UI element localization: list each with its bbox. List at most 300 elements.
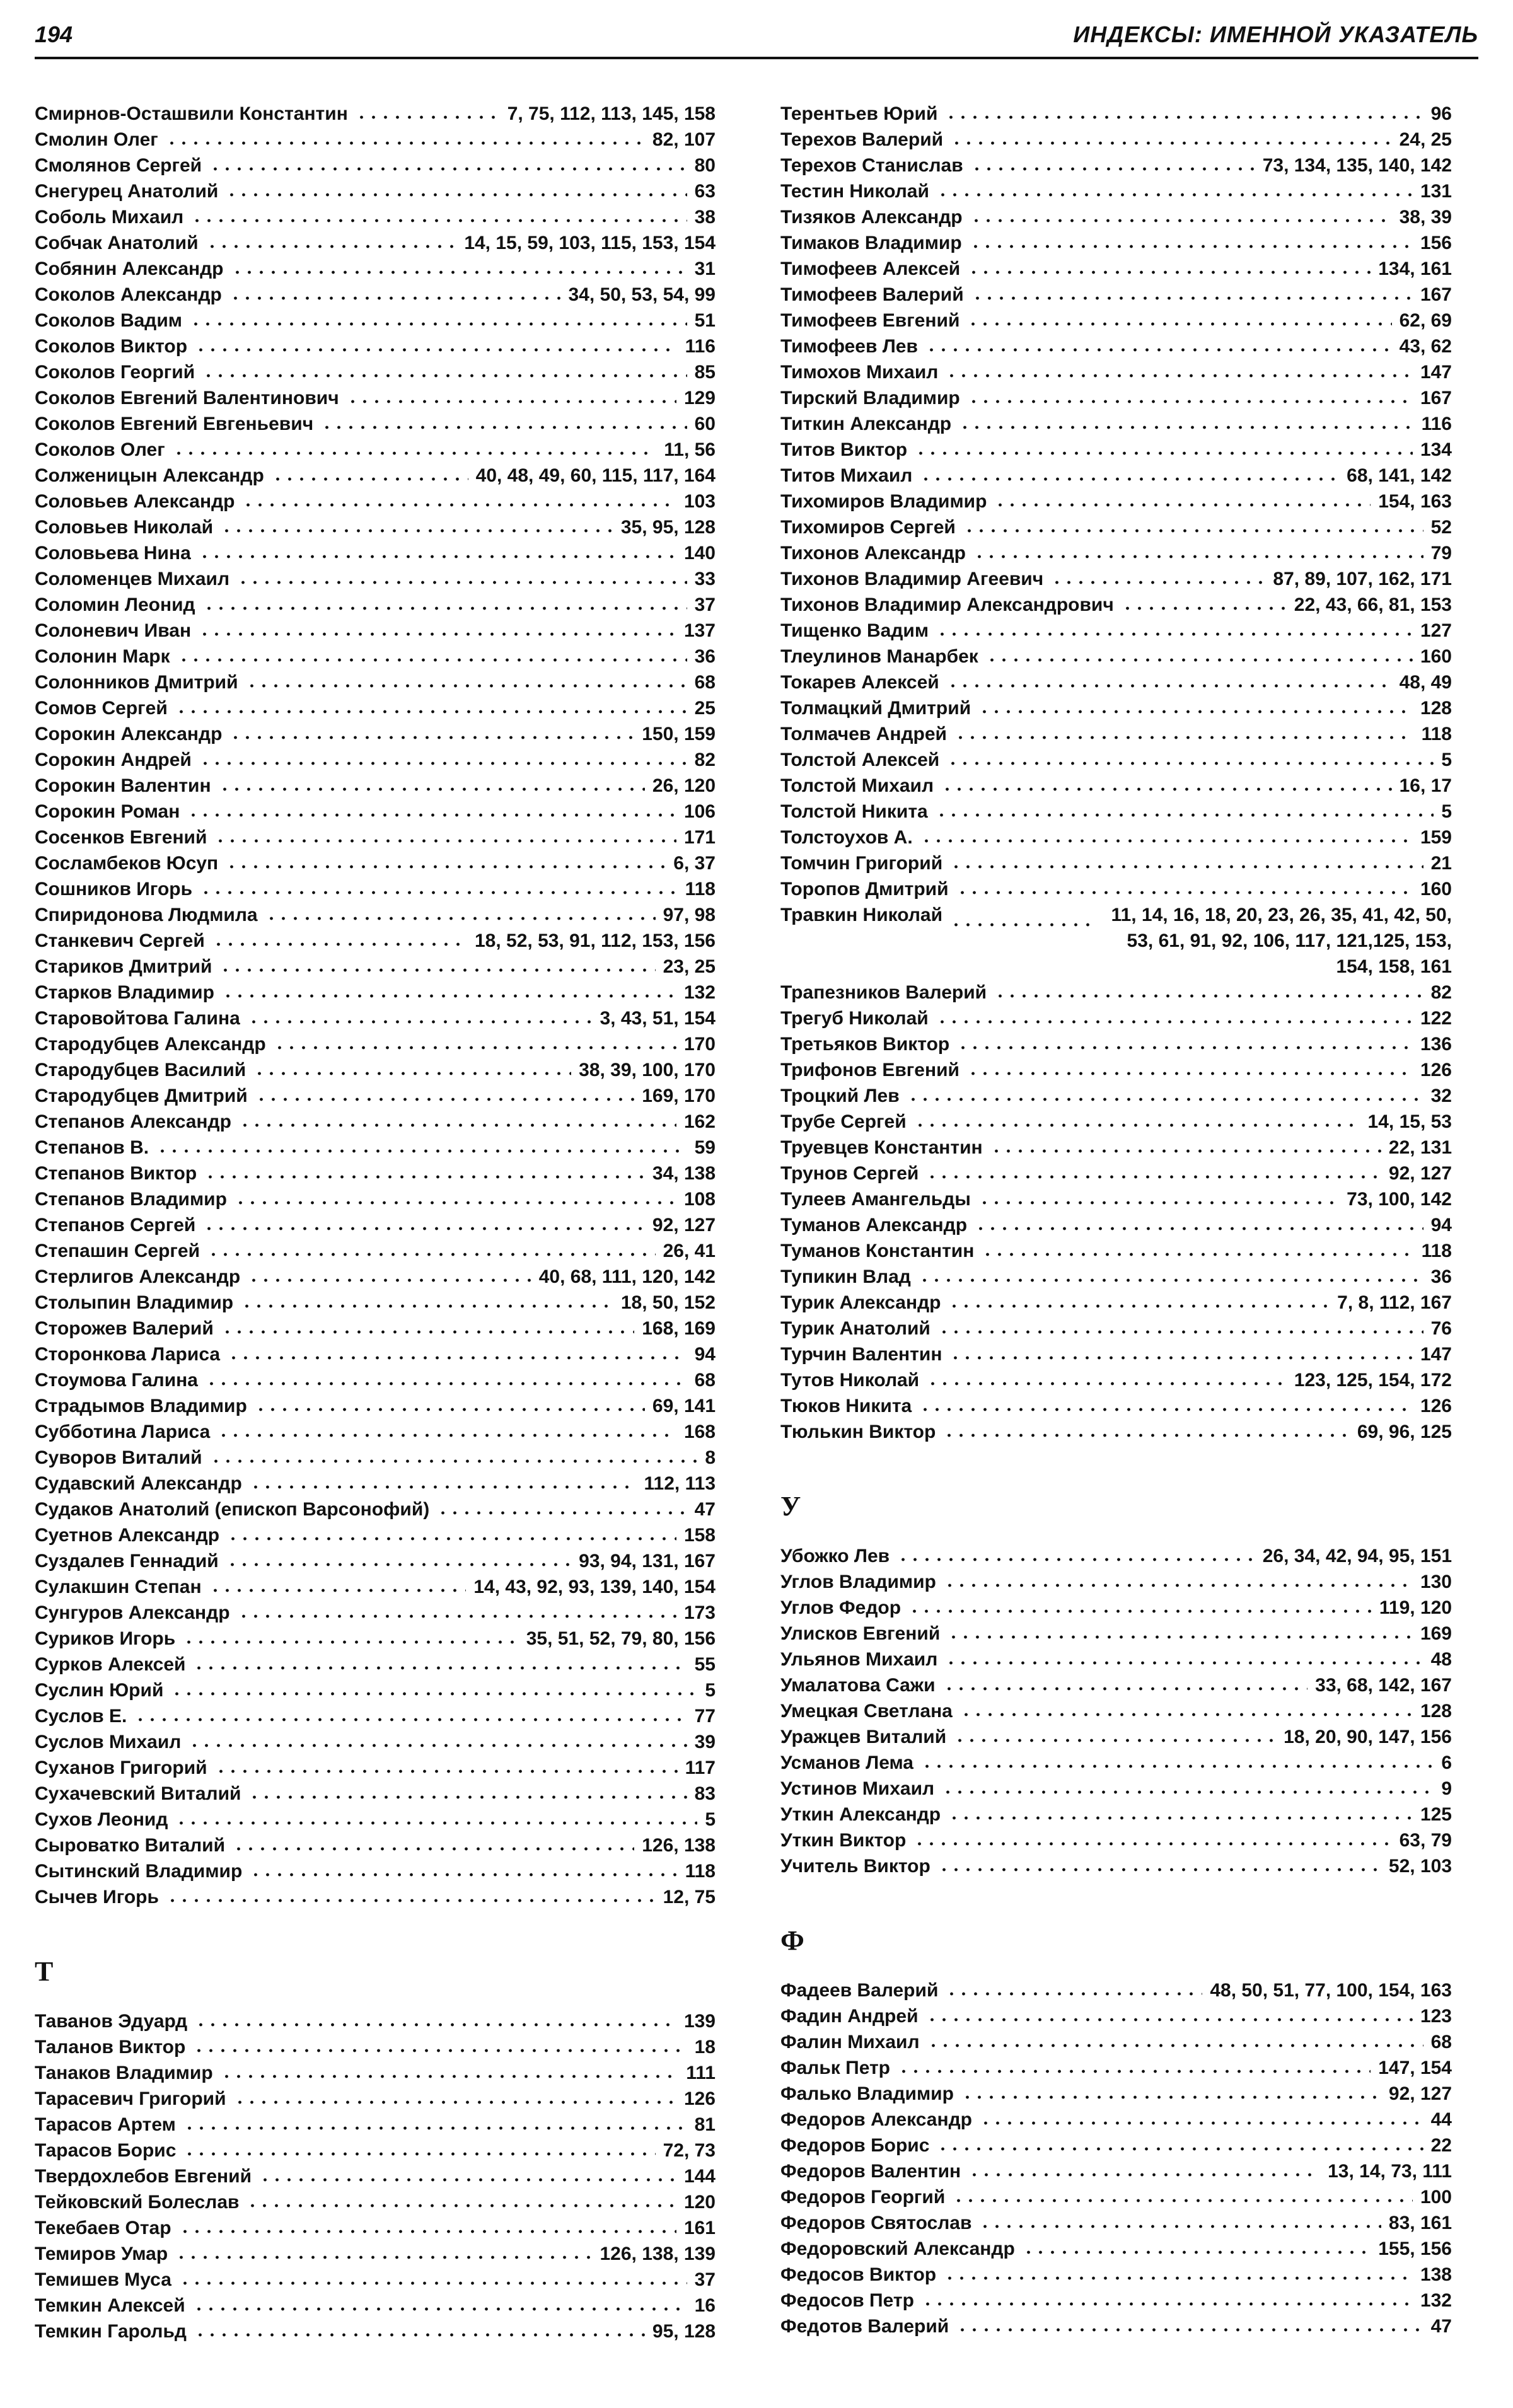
entry-pages: 94 (694, 1344, 716, 1365)
index-entry (35, 2318, 716, 2344)
entry-pages: 119, 120 (1379, 1597, 1452, 1618)
index-entry (780, 850, 1452, 876)
entry-name: Степанов Виктор (35, 1163, 197, 1184)
index-entry (35, 308, 716, 333)
index-section-f (780, 1977, 1452, 2339)
index-entry (35, 1316, 716, 1341)
entry-pages: 140 (683, 543, 716, 564)
index-entry (780, 721, 1452, 747)
entry-name: Сосенков Евгений (35, 827, 207, 848)
entry-name: Трубе Сергей (780, 1111, 907, 1132)
entry-name: Федоров Александр (780, 2109, 972, 2130)
dot-leader (979, 2210, 1381, 2229)
dot-leader (206, 230, 457, 249)
dot-leader (950, 908, 1091, 927)
dot-leader (943, 1419, 1350, 1438)
entry-pages: 63 (694, 181, 716, 202)
entry-name: Темишев Муса (35, 2269, 171, 2290)
entry-name: Фадеев Валерий (780, 1980, 939, 2001)
index-entry (35, 1677, 716, 1703)
entry-name: Углов Федор (780, 1597, 901, 1618)
index-entry (35, 644, 716, 669)
index-entry (35, 101, 716, 127)
index-entry (35, 799, 716, 825)
dot-leader (949, 1341, 1413, 1360)
dot-leader (982, 1238, 1413, 1257)
entry-pages: 44 (1430, 2109, 1452, 2130)
entry-name: Таванов Эдуард (35, 2011, 188, 2032)
entry-name: Тутов Николай (780, 1370, 920, 1391)
entry-pages: 33, 68, 142, 167 (1315, 1675, 1452, 1696)
index-entry (780, 2055, 1452, 2081)
dot-leader (936, 618, 1413, 637)
entry-pages: 33 (694, 569, 716, 589)
index-entry (780, 1212, 1452, 1238)
entry-pages: 25 (694, 698, 716, 719)
entry-pages: 37 (694, 2269, 716, 2290)
entry-pages: 23, 25 (663, 956, 716, 977)
index-entry (780, 359, 1452, 385)
index-entry (780, 876, 1452, 902)
entry-name: Троцкий Лев (780, 1085, 900, 1106)
index-entry (35, 1005, 716, 1031)
index-entry (35, 1471, 716, 1496)
entry-pages: 158 (683, 1525, 716, 1546)
index-entry (35, 437, 716, 463)
dot-leader (915, 437, 1413, 456)
entry-pages: 118 (1421, 1241, 1452, 1261)
dot-leader (221, 514, 613, 533)
entry-name: Турик Анатолий (780, 1318, 930, 1339)
section-letter-f: Ф (780, 1925, 804, 1956)
entry-name: Тимофеев Алексей (780, 258, 961, 279)
entry-name: Тищенко Вадим (780, 620, 929, 641)
index-entry (780, 669, 1452, 695)
entry-name: Степанов В. (35, 1137, 149, 1158)
entry-pages: 96 (1430, 103, 1452, 124)
entry-pages: 16, 17 (1399, 775, 1452, 796)
dot-leader (1122, 592, 1287, 611)
index-entry (780, 1724, 1452, 1750)
index-entry (780, 644, 1452, 669)
entry-pages: 82 (1430, 982, 1452, 1003)
dot-leader (214, 825, 676, 843)
index-entry (35, 1031, 716, 1057)
index-entry (780, 127, 1452, 153)
entry-name: Соколов Виктор (35, 336, 188, 357)
dot-leader (919, 1264, 1423, 1283)
entry-name: Титов Михаил (780, 465, 913, 486)
entry-pages: 159 (1420, 827, 1452, 848)
index-entry (780, 2236, 1452, 2262)
entry-pages: 38 (694, 207, 716, 228)
dot-leader (973, 540, 1423, 559)
entry-pages: 168 (683, 1421, 716, 1442)
index-entry (35, 1548, 716, 1574)
index-entry (780, 1853, 1452, 1879)
dot-leader (943, 1672, 1308, 1691)
entry-name: Терехов Валерий (780, 129, 944, 150)
entry-pages: 68 (694, 1370, 716, 1391)
dot-leader (233, 1832, 634, 1851)
entry-pages: 35, 51, 52, 79, 80, 156 (526, 1628, 716, 1649)
entry-name: Соловьев Николай (35, 517, 214, 538)
entry-name: Снегурец Анатолий (35, 181, 219, 202)
entry-pages: 120 (683, 2192, 716, 2213)
index-entry (35, 1445, 716, 1471)
index-entry (780, 1672, 1452, 1698)
entry-name: Тлеулинов Манарбек (780, 646, 978, 667)
entry-pages: 26, 120 (652, 775, 716, 796)
entry-name: Смирнов-Осташвили Константин (35, 103, 348, 124)
index-entry (780, 1977, 1452, 2003)
index-entry (35, 1419, 716, 1445)
entry-name: Туманов Константин (780, 1241, 975, 1261)
index-entry (780, 1543, 1452, 1569)
index-entry (780, 282, 1452, 308)
entry-pages: 40, 68, 111, 120, 142 (538, 1266, 716, 1287)
entry-name: Трифонов Евгений (780, 1060, 959, 1080)
dot-leader (241, 1290, 613, 1309)
dot-leader (234, 2086, 676, 2105)
dot-leader (183, 1626, 519, 1645)
dot-leader (175, 1807, 697, 1826)
entry-pages: 6, 37 (673, 853, 716, 874)
index-entry (35, 2267, 716, 2293)
entry-pages: 59 (694, 1137, 716, 1158)
index-entry (780, 618, 1452, 644)
index-entry (780, 1827, 1452, 1853)
entry-pages: 68 (694, 672, 716, 693)
dot-leader (175, 695, 687, 714)
entry-name: Толстой Алексей (780, 750, 940, 770)
entry-pages: 12, 75 (663, 1887, 716, 1907)
index-entry (35, 2215, 716, 2241)
entry-name: Учитель Виктор (780, 1856, 930, 1877)
dot-leader (226, 178, 687, 197)
entry-name: Соколов Олег (35, 439, 165, 460)
index-entry (780, 540, 1452, 566)
entry-pages: 125 (1420, 1804, 1452, 1825)
entry-name: Стариков Дмитрий (35, 956, 212, 977)
entry-pages: 160 (1420, 879, 1452, 900)
dot-leader (937, 2133, 1423, 2151)
index-entry (780, 1647, 1452, 1672)
dot-leader (228, 1341, 687, 1360)
index-entry (35, 669, 716, 695)
index-entry (780, 1161, 1452, 1186)
entry-pages: 14, 15, 59, 103, 115, 153, 154 (464, 233, 716, 253)
entry-name: Тейковский Болеслав (35, 2192, 240, 2213)
index-entry (35, 721, 716, 747)
dot-leader (913, 1827, 1391, 1846)
dot-leader (953, 2184, 1413, 2203)
index-entry (780, 514, 1452, 540)
entry-name: Суворов Виталий (35, 1447, 202, 1468)
dot-leader (938, 1853, 1381, 1872)
entry-name: Уткин Виктор (780, 1830, 907, 1851)
entry-name: Турик Александр (780, 1292, 941, 1313)
dot-leader (171, 1677, 697, 1696)
entry-name: Стерлигов Александр (35, 1266, 241, 1287)
entry-pages: 122 (1420, 1008, 1452, 1029)
entry-pages: 85 (694, 362, 716, 383)
dot-leader (922, 2288, 1413, 2307)
index-entry (35, 1367, 716, 1393)
dot-leader (190, 308, 687, 327)
entry-name: Темкин Алексей (35, 2295, 185, 2316)
dot-leader (187, 799, 676, 818)
entry-pages: 126, 138, 139 (600, 2243, 716, 2264)
entry-pages: 123 (1420, 2006, 1452, 2027)
dot-leader (968, 385, 1413, 404)
index-entry (780, 437, 1452, 463)
index-entry (35, 2189, 716, 2215)
entry-name: Стародубцев Дмитрий (35, 1085, 248, 1106)
dot-leader (1051, 566, 1265, 585)
entry-name: Тимофеев Евгений (780, 310, 960, 331)
dot-leader (229, 282, 561, 301)
dot-leader (237, 566, 687, 585)
dot-leader (235, 1186, 676, 1205)
entry-pages: 5 (1441, 750, 1452, 770)
dot-leader (274, 1031, 676, 1050)
entry-name: Смолин Олег (35, 129, 158, 150)
index-entry (35, 127, 716, 153)
entry-pages: 128 (1420, 698, 1452, 719)
index-entry (35, 1161, 716, 1186)
index-entry (35, 1212, 716, 1238)
entry-name: Соломин Леонид (35, 594, 195, 615)
dot-leader (971, 282, 1413, 301)
index-entry (780, 1057, 1452, 1083)
dot-leader (975, 1212, 1423, 1231)
entry-pages: 126 (683, 2088, 716, 2109)
entry-name: Тупикин Влад (780, 1266, 911, 1287)
entry-name: Суетнов Александр (35, 1525, 220, 1546)
entry-name: Федосов Виктор (780, 2264, 937, 2285)
entry-pages: 48, 50, 51, 77, 100, 154, 163 (1210, 1980, 1452, 2001)
dot-leader (948, 1621, 1413, 1640)
entry-name: Солонин Марк (35, 646, 170, 667)
entry-pages: 97, 98 (663, 905, 716, 925)
dot-leader (960, 1698, 1413, 1717)
dot-leader (215, 1755, 678, 1774)
entry-name: Федоров Валентин (780, 2161, 961, 2182)
dot-leader (938, 1316, 1423, 1334)
entry-name: Судаков Анатолий (епископ Варсонофий) (35, 1499, 430, 1520)
entry-pages: 144 (683, 2166, 716, 2187)
dot-leader (926, 2003, 1413, 2022)
index-entry (780, 773, 1452, 799)
entry-pages: 173 (683, 1602, 716, 1623)
entry-pages: 26, 34, 42, 94, 95, 151 (1262, 1546, 1452, 1566)
index-entry (780, 592, 1452, 618)
index-entry (780, 230, 1452, 256)
entry-pages: 92, 127 (1388, 1163, 1452, 1184)
entry-pages: 83, 161 (1388, 2213, 1452, 2233)
entry-pages: 31 (694, 258, 716, 279)
entry-pages: 55 (694, 1654, 716, 1675)
index-entry (35, 1290, 716, 1316)
entry-pages: 129 (683, 388, 716, 408)
right-column (780, 101, 1452, 2339)
entry-name: Федотов Валерий (780, 2316, 949, 2337)
entry-pages: 34, 50, 53, 54, 99 (568, 284, 716, 305)
entry-name: Солонников Дмитрий (35, 672, 238, 693)
dot-leader (920, 825, 1413, 843)
index-entry (780, 2003, 1452, 2029)
index-entry (780, 1621, 1452, 1647)
dot-leader (221, 1316, 634, 1334)
index-entry (35, 954, 716, 980)
index-entry (780, 1238, 1452, 1264)
index-entry (35, 747, 716, 773)
entry-name: Тихонов Владимир Александрович (780, 594, 1114, 615)
entry-pages: 60 (694, 414, 716, 434)
entry-name: Терехов Станислав (780, 155, 963, 176)
dot-leader (961, 2081, 1381, 2100)
dot-leader (203, 592, 687, 611)
index-entry (35, 256, 716, 282)
entry-pages: 103 (683, 491, 716, 512)
entry-pages: 76 (1430, 1318, 1452, 1339)
dot-leader (207, 1238, 656, 1257)
index-entry (780, 1031, 1452, 1057)
dot-leader (238, 1600, 676, 1619)
entry-name: Сорокин Александр (35, 724, 223, 744)
index-entry (780, 1802, 1452, 1827)
index-entry (780, 1419, 1452, 1445)
entry-pages: 7, 75, 112, 113, 145, 158 (507, 103, 716, 124)
index-entry (780, 2158, 1452, 2184)
index-entry (35, 928, 716, 954)
dot-leader (248, 1005, 593, 1024)
entry-name: Толстой Никита (780, 801, 928, 822)
dot-leader (347, 385, 676, 404)
entry-pages: 18, 52, 53, 91, 112, 153, 156 (474, 930, 716, 951)
entry-name: Старков Владимир (35, 982, 214, 1003)
entry-pages: 7, 8, 112, 167 (1337, 1292, 1452, 1313)
entry-name: Сунгуров Александр (35, 1602, 230, 1623)
dot-leader (255, 1083, 634, 1102)
dot-leader (437, 1496, 687, 1515)
dot-leader (951, 127, 1392, 146)
entry-pages: 18, 20, 90, 147, 156 (1284, 1727, 1452, 1747)
index-entry (35, 1083, 716, 1109)
index-entry (35, 359, 716, 385)
entry-pages: 18 (694, 2037, 716, 2058)
index-entry (780, 1109, 1452, 1135)
dot-leader (920, 463, 1339, 482)
entry-name: Степанов Александр (35, 1111, 231, 1132)
entry-pages: 34, 138 (652, 1163, 716, 1184)
index-entry (35, 825, 716, 850)
dot-leader (166, 127, 645, 146)
index-entry (35, 1729, 716, 1755)
entry-pages: 160 (1420, 646, 1452, 667)
entry-name: Тимаков Владимир (780, 233, 962, 253)
entry-pages: 92, 127 (652, 1215, 716, 1236)
dot-leader (193, 2034, 687, 2053)
dot-leader (203, 1212, 645, 1231)
index-entry (35, 230, 716, 256)
dot-leader (914, 1109, 1360, 1128)
index-entry (780, 2133, 1452, 2158)
dot-leader (191, 204, 687, 223)
entry-pages: 5 (705, 1680, 716, 1701)
entry-name: Сыроватко Виталий (35, 1835, 226, 1856)
entry-pages: 48, 49 (1399, 672, 1452, 693)
entry-pages: 35, 95, 128 (620, 517, 716, 538)
entry-pages: 68 (1430, 2032, 1452, 2052)
entry-pages: 52, 103 (1388, 1856, 1452, 1877)
dot-leader (994, 980, 1423, 999)
entry-name: Станкевич Сергей (35, 930, 205, 951)
dot-leader (944, 1569, 1413, 1588)
dot-leader (246, 2189, 676, 2208)
index-entry (35, 1393, 716, 1419)
dot-leader (209, 153, 687, 171)
entry-name: Столыпин Владимир (35, 1292, 234, 1313)
entry-pages: 69, 141 (652, 1396, 716, 1416)
entry-pages: 16 (694, 2295, 716, 2316)
entry-pages: 132 (683, 982, 716, 1003)
entry-pages: 136 (1420, 1034, 1452, 1055)
dot-leader (226, 1548, 571, 1567)
entry-pages: 36 (694, 646, 716, 667)
dot-leader (202, 359, 687, 378)
entry-name: Уткин Александр (780, 1804, 941, 1825)
entry-pages: 130 (1420, 1572, 1452, 1592)
entry-pages: 11, 14, 16, 18, 20, 23, 26, 35, 41, 42, 50, 53, 61, 91, 92, 106, 117, 121,125, 153, 154, 158, 161 (1111, 905, 1452, 977)
index-entry (780, 153, 1452, 178)
index-entry (35, 1186, 716, 1212)
entry-name: Твердохлебов Евгений (35, 2166, 252, 2187)
entry-pages: 167 (1420, 388, 1452, 408)
index-entry (35, 1652, 716, 1677)
entry-name: Тимофеев Валерий (780, 284, 964, 305)
index-entry (780, 825, 1452, 850)
entry-pages: 47 (694, 1499, 716, 1520)
index-entry (35, 463, 716, 489)
entry-name: Темиров Умар (35, 2243, 168, 2264)
index-entry (35, 876, 716, 902)
dot-leader (968, 2158, 1320, 2177)
entry-name: Тихонов Александр (780, 543, 966, 564)
entry-name: Соколов Александр (35, 284, 222, 305)
entry-name: Тулеев Амангельды (780, 1189, 971, 1210)
index-entry (780, 463, 1452, 489)
entry-name: Стародубцев Александр (35, 1034, 266, 1055)
index-entry (35, 773, 716, 799)
index-section-t-left (35, 2008, 716, 2344)
index-entry (35, 2034, 716, 2060)
entry-name: Титов Виктор (780, 439, 908, 460)
index-entry (780, 1750, 1452, 1776)
entry-pages: 21 (1430, 853, 1452, 874)
dot-leader (945, 101, 1423, 120)
dot-leader (944, 2262, 1413, 2281)
entry-pages: 93, 94, 131, 167 (579, 1551, 716, 1572)
entry-name: Трегуб Николай (780, 1008, 929, 1029)
entry-pages: 72, 73 (663, 2140, 716, 2161)
index-entry (780, 695, 1452, 721)
dot-leader (950, 850, 1423, 869)
entry-pages: 138 (1420, 2264, 1452, 2285)
index-entry (780, 1569, 1452, 1595)
entry-name: Солоневич Иван (35, 620, 192, 641)
